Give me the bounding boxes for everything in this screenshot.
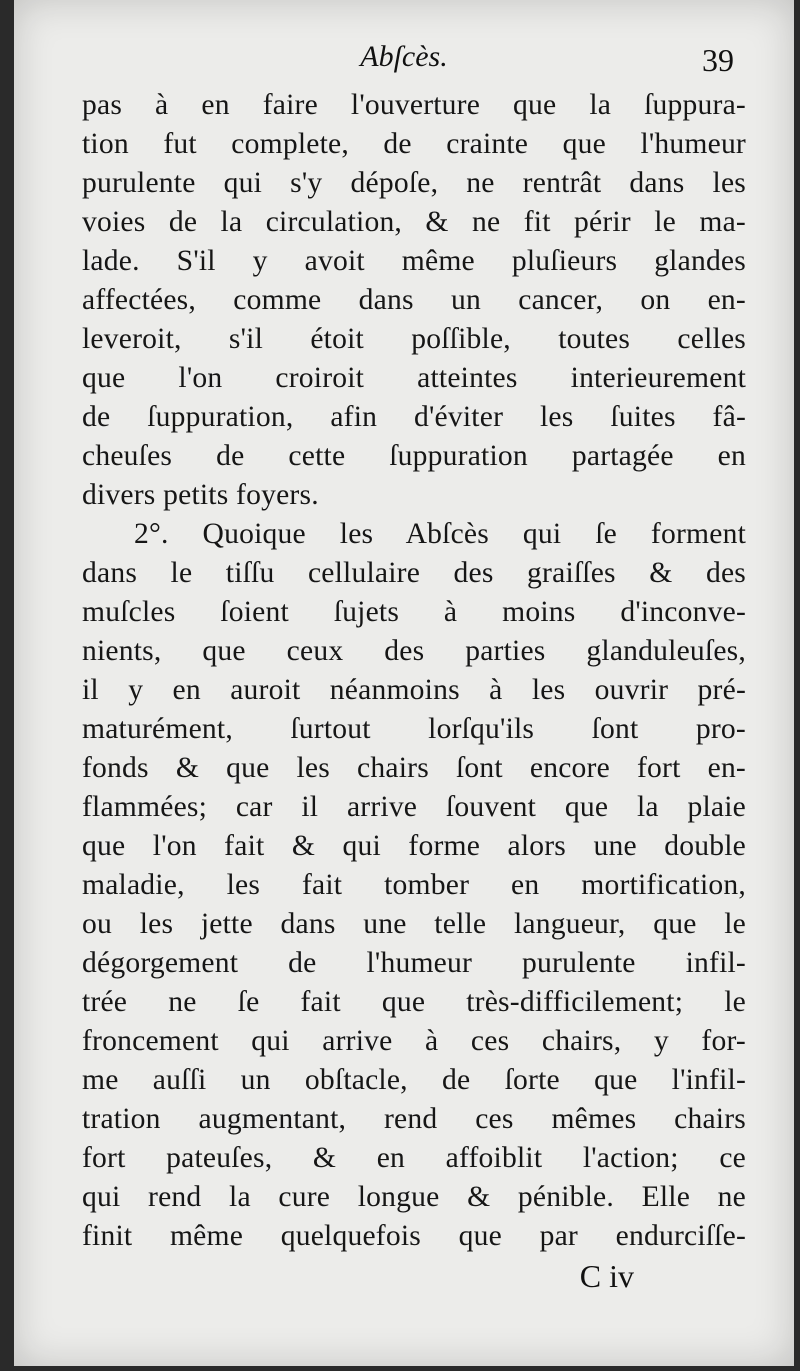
- text-line: affectées, comme dans un cancer, on en-: [82, 284, 746, 316]
- text-line: divers petits foyers.: [82, 479, 319, 511]
- text-line: qui rend la cure longue & pénible. Elle ne: [82, 1181, 746, 1213]
- text-line: de ſuppuration, afin d'éviter les ſuites fâ-: [82, 401, 746, 433]
- text-line: pas à en faire l'ouverture que la ſuppura-: [82, 89, 746, 121]
- text-line: nients, que ceux des parties glanduleuſes,: [82, 635, 746, 667]
- text-line: dégorgement de l'humeur purulente infil-: [82, 947, 746, 979]
- text-line: cheuſes de cette ſuppuration partagée en: [82, 440, 746, 472]
- text-line: il y en auroit néanmoins à les ouvrir pré-: [82, 674, 746, 706]
- text-line: voies de la circulation, & ne fit périr le ma-: [82, 206, 746, 238]
- text-line: maturément, ſurtout lorſqu'ils ſont pro-: [82, 713, 746, 745]
- text-line: purulente qui s'y dépoſe, ne rentrât dans les: [82, 167, 746, 199]
- text-line: muſcles ſoient ſujets à moins d'inconve-: [82, 596, 746, 628]
- text-line: flammées; car il arrive ſouvent que la plaie: [82, 791, 746, 823]
- paragraph: [82, 515, 746, 1256]
- running-title: Abſcès.: [360, 40, 448, 73]
- page-number: 39: [702, 42, 734, 78]
- body-text: [82, 86, 746, 1256]
- text-line: leveroit, s'il étoit poſſible, toutes celles: [82, 323, 746, 355]
- running-header: [74, 40, 734, 90]
- paragraph: [82, 86, 746, 515]
- signature-mark: C iv: [579, 1258, 634, 1294]
- text-line: fonds & que les chairs ſont encore fort en-: [82, 752, 746, 784]
- text-line: tration augmentant, rend ces mêmes chairs: [82, 1103, 746, 1135]
- book-page: [14, 0, 794, 1366]
- text-line: 2°. Quoique les Abſcès qui ſe forment: [134, 518, 746, 550]
- text-line: ou les jette dans une telle langueur, que le: [82, 908, 746, 940]
- text-line: finit même quelquefois que par endurciſſe-: [82, 1220, 746, 1252]
- text-line: que l'on croiroit atteintes interieurement: [82, 362, 746, 394]
- text-line: fort pateuſes, & en affoiblit l'action; ce: [82, 1142, 746, 1174]
- text-line: que l'on fait & qui forme alors une double: [82, 830, 746, 862]
- text-line: dans le tiſſu cellulaire des graiſſes & des: [82, 557, 746, 589]
- text-line: maladie, les fait tomber en mortification,: [82, 869, 746, 901]
- text-line: froncement qui arrive à ces chairs, y for-: [82, 1025, 746, 1057]
- text-line: tion fut complete, de crainte que l'humeur: [82, 128, 746, 160]
- text-line: me auſſi un obſtacle, de ſorte que l'infil-: [82, 1064, 746, 1096]
- text-line: lade. S'il y avoit même pluſieurs glandes: [82, 245, 746, 277]
- text-line: trée ne ſe fait que très-difficilement; le: [82, 986, 746, 1018]
